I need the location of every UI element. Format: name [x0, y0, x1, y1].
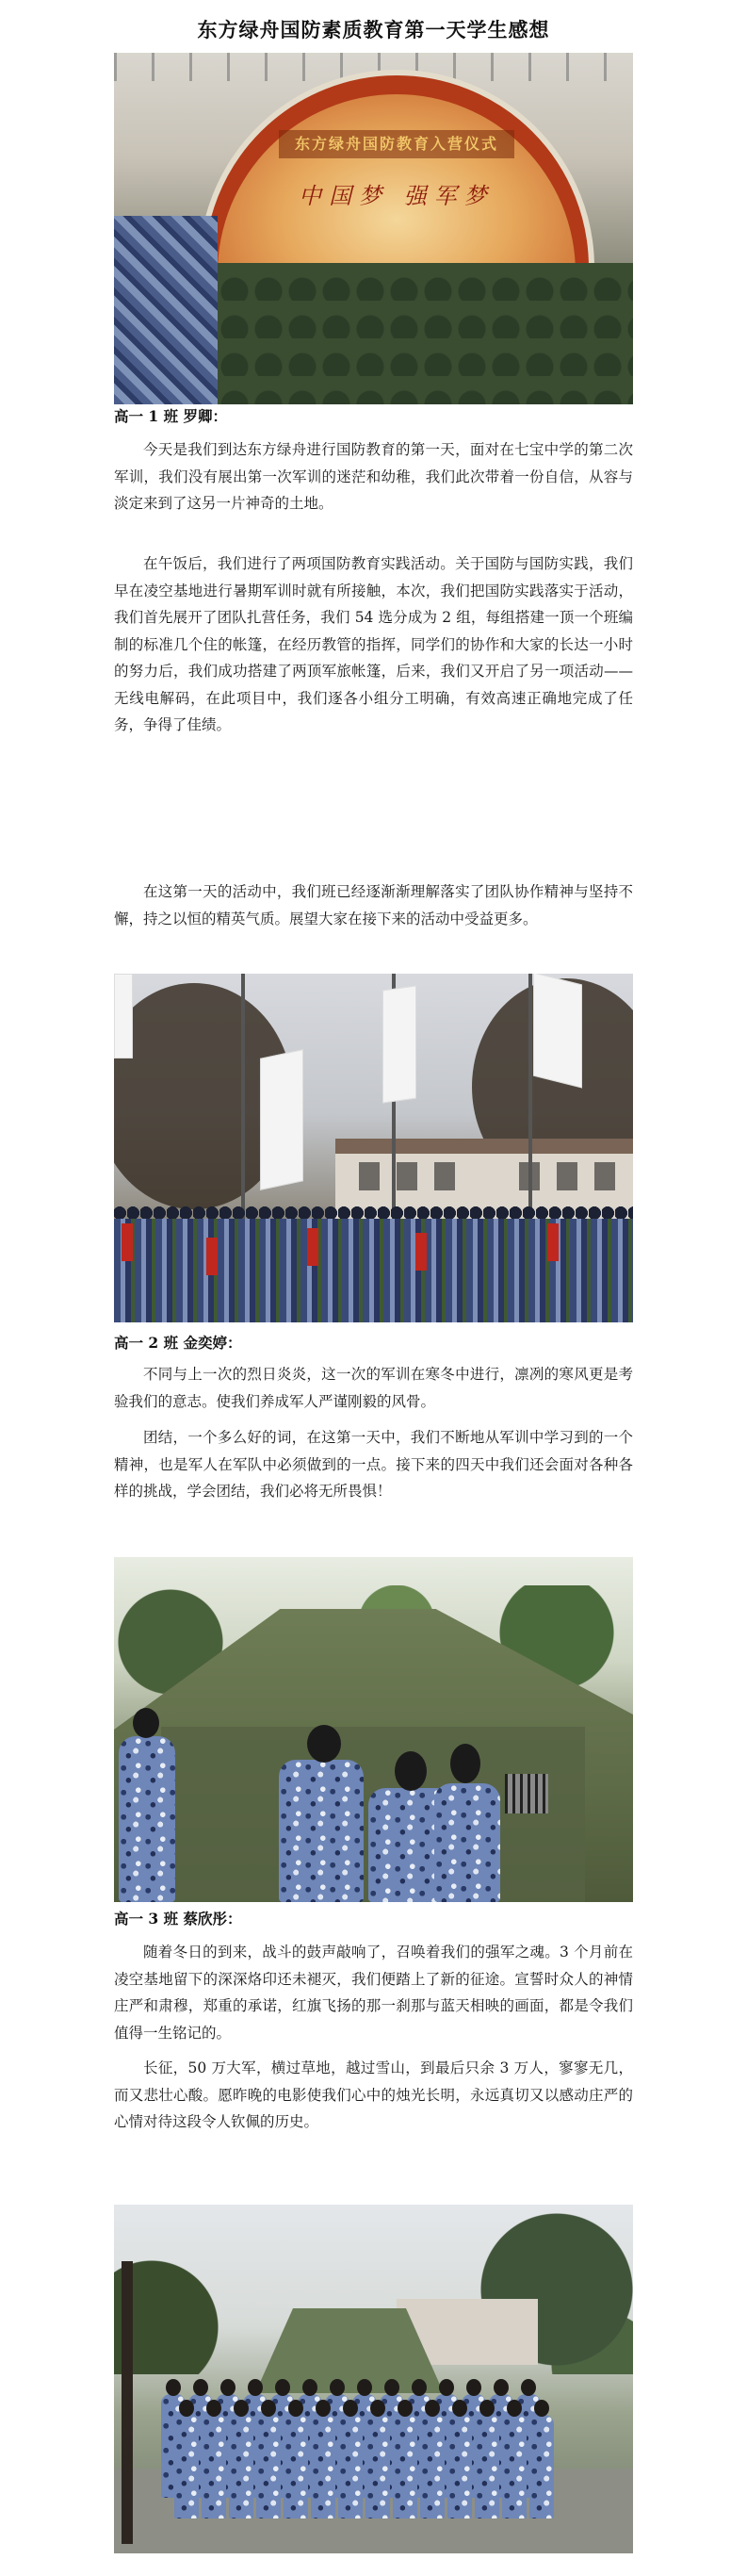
student-head	[261, 2400, 276, 2417]
student-head	[179, 2400, 194, 2417]
student-head	[343, 2400, 358, 2417]
stage-script-text: 中国梦 强军梦	[299, 183, 495, 209]
student-head	[206, 2400, 221, 2417]
student-head	[248, 2379, 263, 2396]
paragraph: 今天是我们到达东方绿舟进行国防教育的第一天，面对在七宝中学的第二次军训，我们没有展出第一次军训的迷茫和幼稚，我们此次带着一份自信，从容与淡定来到了这另一片神奇的土地。	[114, 441, 633, 512]
student-head	[494, 2379, 509, 2396]
student-figure	[393, 2415, 417, 2519]
student-head	[479, 2400, 495, 2417]
student-figure	[284, 2415, 308, 2519]
student-head	[316, 2400, 331, 2417]
paragraph: 团结，一个多么好的词，在这第一天中，我们不断地从军训中学习到的一个精神，也是军人在军队中必须做到的一点。接下来的四天中我们还会面对各种各样的挑战，学会团结，我们必将无所畏惧！	[114, 1429, 633, 1500]
student-head	[370, 2400, 385, 2417]
student-figure	[256, 2415, 281, 2519]
student-head	[439, 2379, 454, 2396]
student-head	[234, 2400, 249, 2417]
paragraph: 随着冬日的到来，战斗的鼓声敲响了，召唤着我们的强军之魂。3 个月前在凌空基地留下的深深烙印还未褪灭，我们便踏上了新的征途。宣誓时众人的神情庄严和肃穆，郑重的承诺，红旗飞扬的那一刹那与蓝天相映的画面，都是令我们值得一生铭记的。	[114, 1944, 633, 2042]
paragraph: 长征，50 万大军，横过草地，越过雪山，到最后只余 3 万人，寥寥无几，而又悲壮心酸。愿昨晚的电影使我们心中的烛光长明，永远真切又以感动庄严的心情对待这段令人钦佩的历史。	[114, 2059, 633, 2130]
student-head	[302, 2379, 317, 2396]
section-heading: 高一 2 班 金奕婷：	[114, 1334, 242, 1352]
student-head	[412, 2379, 427, 2396]
student-head	[534, 2400, 549, 2417]
section-heading: 高一 3 班 蔡欣彤：	[114, 1910, 242, 1928]
student-figure	[174, 2415, 199, 2519]
paragraph: 在午饭后，我们进行了两项国防教育实践活动。关于国防与国防实践，我们早在凌空基地进行暑期军训时就有所接触，本次，我们把国防实践落实于活动，我们首先展开了团队扎营任务，我们 54 选分成为 2 组，每组搭建一顶一个班编制的标准几个住的帐篷，在经历教管的指挥，同学们的协作和大家的长达一小时的努力后，我们成功搭建了两顶军旅帐篷，后来，我们又开启了另一项活动——无线电解码，在此项目中，我们逐各小组分工明确，有效高速正确地完成了任务，争得了佳绩。	[114, 555, 633, 733]
stage-banner-text: 东方绿舟国防教育入营仪式	[279, 130, 514, 158]
student-head	[275, 2379, 290, 2396]
student-head	[452, 2400, 467, 2417]
student-head	[521, 2379, 536, 2396]
student-head	[398, 2400, 413, 2417]
group-photo	[114, 2205, 633, 2553]
ceremony-photo	[114, 53, 633, 404]
student-head	[330, 2379, 345, 2396]
paragraph: 不同与上一次的烈日炎炎，这一次的军训在寒冬中进行，凛冽的寒风更是考验我们的意志。使我们养成军人严谨刚毅的风骨。	[114, 1366, 633, 1410]
student-head	[166, 2379, 181, 2396]
student-head	[193, 2379, 208, 2396]
student-head	[466, 2379, 481, 2396]
page-title: 东方绿舟国防素质教育第一天学生感想	[197, 18, 550, 41]
student-figure	[338, 2415, 363, 2519]
student-figure	[502, 2415, 527, 2519]
tent-photo	[114, 1557, 633, 1902]
student-head	[507, 2400, 522, 2417]
student-figure	[475, 2415, 499, 2519]
student-head	[384, 2379, 399, 2396]
student-figure	[529, 2415, 554, 2519]
student-figure	[365, 2415, 390, 2519]
student-figure	[229, 2415, 253, 2519]
section-heading: 高一 1 班 罗卿：	[114, 407, 227, 425]
student-head	[357, 2379, 372, 2396]
student-figure	[447, 2415, 472, 2519]
student-head	[425, 2400, 440, 2417]
student-figure	[311, 2415, 335, 2519]
student-figure	[420, 2415, 445, 2519]
paragraph: 在这第一天的活动中，我们班已经逐渐渐理解落实了团队协作精神与坚持不懈，持之以恒的精英气质。展望大家在接下来的活动中受益更多。	[114, 883, 633, 927]
flag-parade-photo	[114, 974, 633, 1322]
student-figure	[202, 2415, 226, 2519]
student-head	[288, 2400, 303, 2417]
student-head	[220, 2379, 235, 2396]
